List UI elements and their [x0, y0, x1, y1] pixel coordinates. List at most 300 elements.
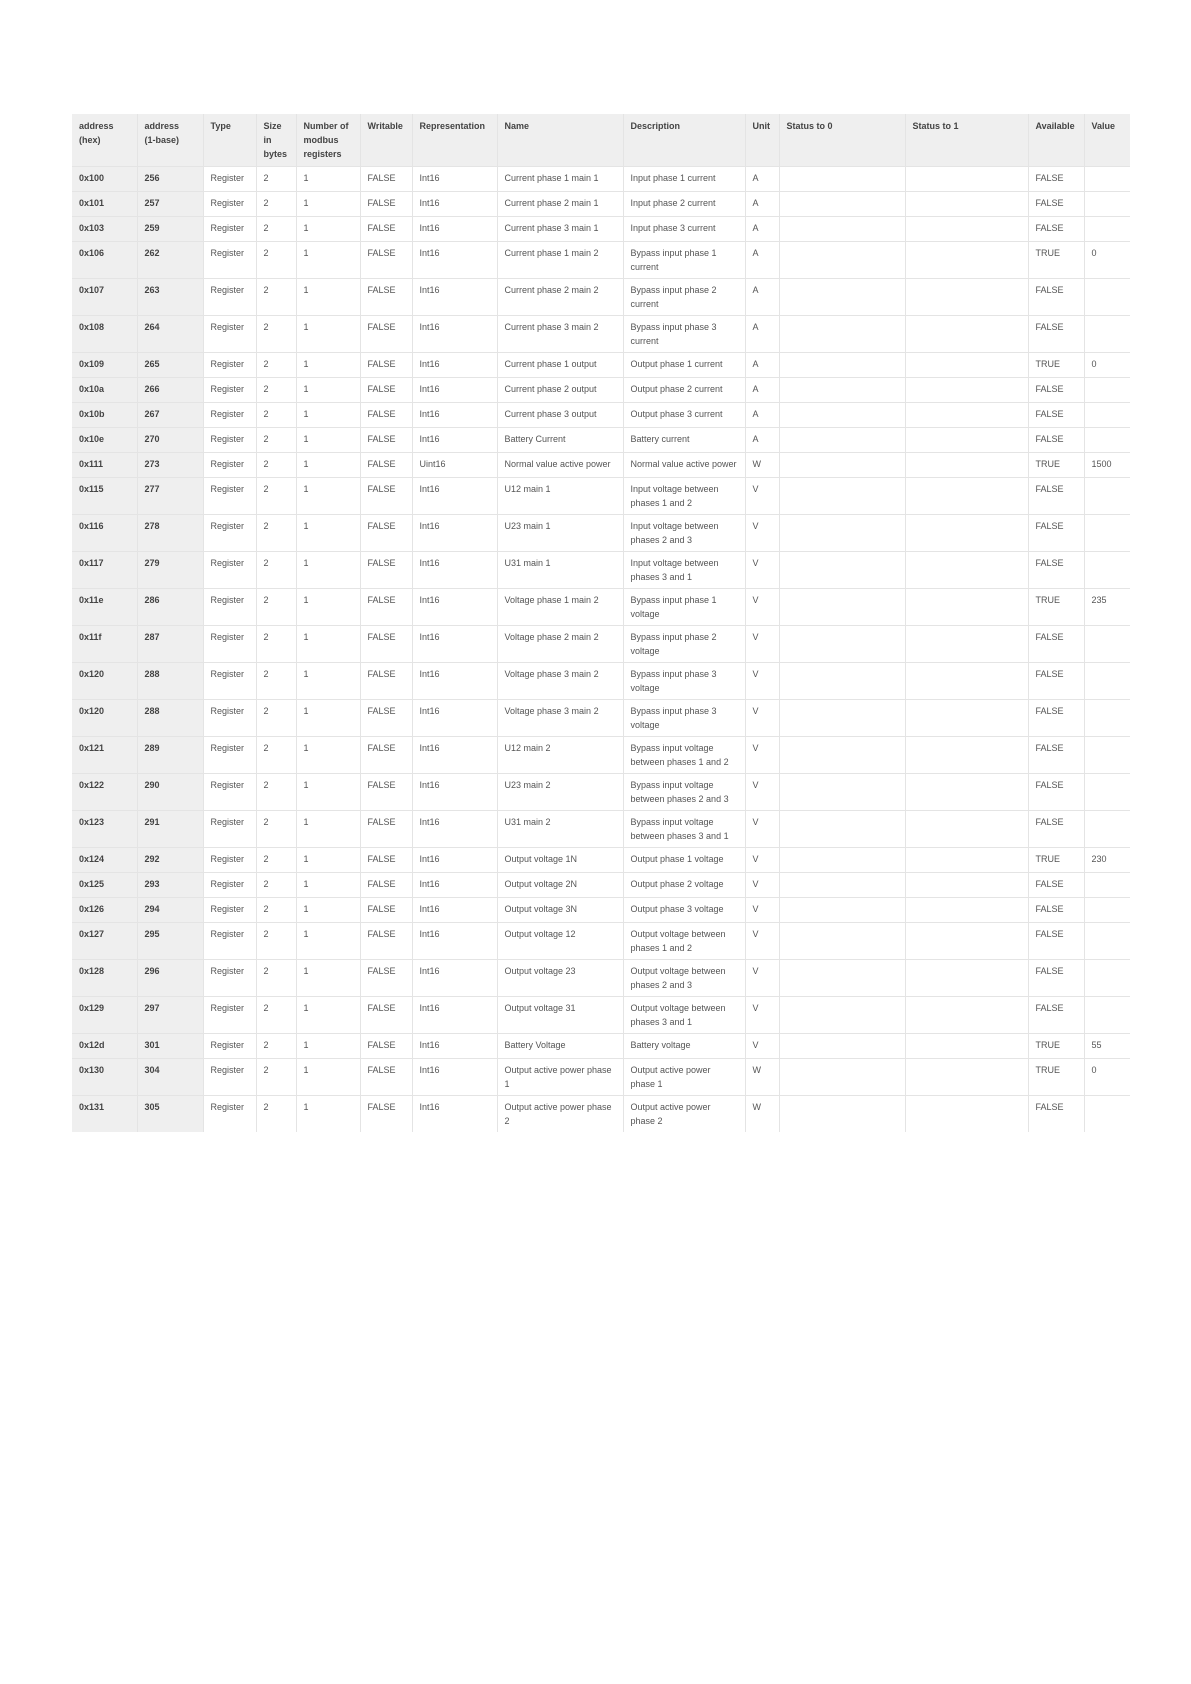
column-header-line: Representation	[419, 121, 486, 131]
table-row	[72, 353, 1130, 378]
cell-unit: V	[745, 873, 779, 898]
cell-size-in-bytes: 2	[256, 589, 296, 626]
cell-writable: FALSE	[360, 478, 412, 515]
cell-value: 0	[1084, 353, 1130, 378]
cell-status-to-1	[905, 515, 1028, 552]
cell-description: Output voltage between phases 2 and 3	[623, 960, 745, 997]
cell-address-hex: 0x124	[72, 848, 137, 873]
column-header-line: Available	[1035, 121, 1075, 131]
cell-representation: Int16	[412, 774, 497, 811]
cell-type: Register	[203, 589, 256, 626]
cell-representation: Int16	[412, 428, 497, 453]
cell-size-in-bytes: 2	[256, 811, 296, 848]
cell-address-hex: 0x128	[72, 960, 137, 997]
column-header-line: (hex)	[79, 135, 101, 145]
cell-writable: FALSE	[360, 515, 412, 552]
cell-unit: V	[745, 898, 779, 923]
column-header-address-1-base	[137, 114, 203, 167]
table-row	[72, 167, 1130, 192]
cell-type: Register	[203, 217, 256, 242]
cell-address-1-base: 288	[137, 663, 203, 700]
cell-number-of-modbus-registers: 1	[296, 167, 360, 192]
cell-size-in-bytes: 2	[256, 663, 296, 700]
cell-description: Bypass input phase 3 voltage	[623, 700, 745, 737]
cell-address-1-base: 277	[137, 478, 203, 515]
cell-address-1-base: 291	[137, 811, 203, 848]
cell-number-of-modbus-registers: 1	[296, 626, 360, 663]
cell-address-1-base: 301	[137, 1034, 203, 1059]
cell-writable: FALSE	[360, 898, 412, 923]
cell-address-hex: 0x11f	[72, 626, 137, 663]
table-row	[72, 1096, 1130, 1133]
cell-available: FALSE	[1028, 552, 1084, 589]
cell-name: Output voltage 3N	[497, 898, 623, 923]
cell-type: Register	[203, 898, 256, 923]
cell-description: Input voltage between phases 1 and 2	[623, 478, 745, 515]
cell-unit: V	[745, 811, 779, 848]
cell-status-to-1	[905, 1034, 1028, 1059]
cell-status-to-0	[779, 997, 905, 1034]
cell-status-to-0	[779, 923, 905, 960]
cell-writable: FALSE	[360, 242, 412, 279]
cell-value: 0	[1084, 1059, 1130, 1096]
cell-unit: V	[745, 923, 779, 960]
cell-available: FALSE	[1028, 167, 1084, 192]
cell-address-1-base: 304	[137, 1059, 203, 1096]
cell-writable: FALSE	[360, 589, 412, 626]
cell-available: FALSE	[1028, 811, 1084, 848]
cell-size-in-bytes: 2	[256, 478, 296, 515]
cell-address-1-base: 266	[137, 378, 203, 403]
cell-available: FALSE	[1028, 316, 1084, 353]
table-row	[72, 700, 1130, 737]
column-header-line: address	[79, 121, 114, 131]
cell-unit: V	[745, 848, 779, 873]
cell-writable: FALSE	[360, 774, 412, 811]
cell-name: Current phase 1 output	[497, 353, 623, 378]
cell-available: TRUE	[1028, 848, 1084, 873]
column-header-line: address	[144, 121, 180, 131]
cell-name: U23 main 2	[497, 774, 623, 811]
cell-representation: Int16	[412, 960, 497, 997]
cell-available: FALSE	[1028, 960, 1084, 997]
cell-writable: FALSE	[360, 663, 412, 700]
cell-available: FALSE	[1028, 923, 1084, 960]
cell-description: Input phase 2 current	[623, 192, 745, 217]
cell-status-to-1	[905, 378, 1028, 403]
cell-status-to-0	[779, 1059, 905, 1096]
cell-value	[1084, 217, 1130, 242]
cell-description: Output active power phase 2	[623, 1096, 745, 1133]
cell-value	[1084, 663, 1130, 700]
cell-status-to-0	[779, 848, 905, 873]
cell-address-1-base: 289	[137, 737, 203, 774]
cell-address-1-base: 262	[137, 242, 203, 279]
cell-status-to-0	[779, 428, 905, 453]
column-header-name	[497, 114, 623, 167]
cell-type: Register	[203, 663, 256, 700]
cell-status-to-0	[779, 960, 905, 997]
table-row	[72, 873, 1130, 898]
cell-type: Register	[203, 515, 256, 552]
table-row	[72, 279, 1130, 316]
cell-type: Register	[203, 960, 256, 997]
cell-name: Current phase 2 output	[497, 378, 623, 403]
cell-name: Current phase 3 output	[497, 403, 623, 428]
cell-unit: W	[745, 1059, 779, 1096]
cell-writable: FALSE	[360, 1059, 412, 1096]
cell-unit: V	[745, 1034, 779, 1059]
cell-value	[1084, 898, 1130, 923]
cell-size-in-bytes: 2	[256, 217, 296, 242]
cell-writable: FALSE	[360, 167, 412, 192]
cell-size-in-bytes: 2	[256, 1059, 296, 1096]
cell-description: Bypass input phase 3 current	[623, 316, 745, 353]
cell-available: FALSE	[1028, 898, 1084, 923]
column-header-writable	[360, 114, 412, 167]
cell-available: FALSE	[1028, 663, 1084, 700]
cell-address-hex: 0x115	[72, 478, 137, 515]
modbus-register-table	[72, 114, 1130, 1132]
cell-representation: Int16	[412, 1034, 497, 1059]
cell-number-of-modbus-registers: 1	[296, 378, 360, 403]
cell-type: Register	[203, 1034, 256, 1059]
cell-writable: FALSE	[360, 552, 412, 589]
cell-status-to-1	[905, 478, 1028, 515]
column-header-type	[203, 114, 256, 167]
document-page	[72, 114, 1130, 1132]
cell-unit: A	[745, 428, 779, 453]
cell-status-to-1	[905, 453, 1028, 478]
table-row	[72, 378, 1130, 403]
cell-size-in-bytes: 2	[256, 960, 296, 997]
cell-value	[1084, 428, 1130, 453]
cell-address-hex: 0x10e	[72, 428, 137, 453]
cell-available: FALSE	[1028, 1096, 1084, 1133]
cell-representation: Int16	[412, 663, 497, 700]
cell-type: Register	[203, 1059, 256, 1096]
column-header-line: Unit	[752, 121, 770, 131]
cell-number-of-modbus-registers: 1	[296, 811, 360, 848]
cell-name: U23 main 1	[497, 515, 623, 552]
cell-type: Register	[203, 1096, 256, 1133]
cell-address-1-base: 292	[137, 848, 203, 873]
cell-description: Output phase 2 current	[623, 378, 745, 403]
cell-address-hex: 0x117	[72, 552, 137, 589]
cell-writable: FALSE	[360, 378, 412, 403]
cell-size-in-bytes: 2	[256, 428, 296, 453]
cell-unit: A	[745, 403, 779, 428]
cell-address-hex: 0x120	[72, 663, 137, 700]
column-header-line: in	[263, 135, 272, 145]
cell-number-of-modbus-registers: 1	[296, 217, 360, 242]
cell-size-in-bytes: 2	[256, 737, 296, 774]
cell-address-hex: 0x11e	[72, 589, 137, 626]
cell-description: Input phase 1 current	[623, 167, 745, 192]
table-row	[72, 923, 1130, 960]
cell-number-of-modbus-registers: 1	[296, 700, 360, 737]
cell-number-of-modbus-registers: 1	[296, 848, 360, 873]
cell-status-to-0	[779, 552, 905, 589]
cell-representation: Int16	[412, 923, 497, 960]
cell-available: FALSE	[1028, 478, 1084, 515]
table-row	[72, 453, 1130, 478]
cell-description: Input phase 3 current	[623, 217, 745, 242]
cell-description: Bypass input phase 3 voltage	[623, 663, 745, 700]
cell-description: Bypass input phase 1 current	[623, 242, 745, 279]
cell-type: Register	[203, 626, 256, 663]
column-header-size-in-bytes	[256, 114, 296, 167]
cell-number-of-modbus-registers: 1	[296, 1034, 360, 1059]
cell-address-1-base: 295	[137, 923, 203, 960]
cell-value	[1084, 279, 1130, 316]
cell-address-hex: 0x10a	[72, 378, 137, 403]
cell-value	[1084, 378, 1130, 403]
cell-writable: FALSE	[360, 737, 412, 774]
cell-name: Voltage phase 3 main 2	[497, 663, 623, 700]
cell-name: Output voltage 2N	[497, 873, 623, 898]
cell-name: U31 main 1	[497, 552, 623, 589]
cell-value	[1084, 1096, 1130, 1133]
cell-status-to-1	[905, 353, 1028, 378]
cell-representation: Int16	[412, 873, 497, 898]
cell-name: Voltage phase 3 main 2	[497, 700, 623, 737]
cell-size-in-bytes: 2	[256, 515, 296, 552]
cell-description: Bypass input voltage between phases 2 and 3	[623, 774, 745, 811]
cell-description: Output active power phase 1	[623, 1059, 745, 1096]
cell-writable: FALSE	[360, 811, 412, 848]
cell-value	[1084, 192, 1130, 217]
column-header-line: Type	[210, 121, 231, 131]
cell-status-to-0	[779, 167, 905, 192]
table-header	[72, 114, 1130, 167]
cell-unit: A	[745, 378, 779, 403]
cell-status-to-0	[779, 478, 905, 515]
cell-address-hex: 0x106	[72, 242, 137, 279]
cell-number-of-modbus-registers: 1	[296, 960, 360, 997]
cell-status-to-1	[905, 192, 1028, 217]
cell-status-to-0	[779, 242, 905, 279]
cell-writable: FALSE	[360, 700, 412, 737]
cell-address-hex: 0x129	[72, 997, 137, 1034]
cell-size-in-bytes: 2	[256, 242, 296, 279]
cell-status-to-0	[779, 316, 905, 353]
cell-type: Register	[203, 279, 256, 316]
column-header-line: bytes	[263, 149, 288, 159]
cell-description: Output voltage between phases 1 and 2	[623, 923, 745, 960]
cell-number-of-modbus-registers: 1	[296, 898, 360, 923]
cell-address-1-base: 297	[137, 997, 203, 1034]
cell-description: Output phase 1 current	[623, 353, 745, 378]
column-header-line: Number of	[303, 121, 349, 131]
cell-size-in-bytes: 2	[256, 167, 296, 192]
cell-description: Normal value active power	[623, 453, 745, 478]
cell-name: Voltage phase 2 main 2	[497, 626, 623, 663]
cell-type: Register	[203, 774, 256, 811]
table-row	[72, 428, 1130, 453]
cell-value: 1500	[1084, 453, 1130, 478]
cell-size-in-bytes: 2	[256, 1034, 296, 1059]
cell-status-to-1	[905, 774, 1028, 811]
cell-representation: Int16	[412, 353, 497, 378]
cell-number-of-modbus-registers: 1	[296, 997, 360, 1034]
cell-unit: V	[745, 774, 779, 811]
cell-name: Battery Current	[497, 428, 623, 453]
cell-name: Battery Voltage	[497, 1034, 623, 1059]
table-row	[72, 515, 1130, 552]
cell-unit: V	[745, 997, 779, 1034]
table-row	[72, 737, 1130, 774]
cell-size-in-bytes: 2	[256, 873, 296, 898]
cell-status-to-0	[779, 353, 905, 378]
table-row	[72, 242, 1130, 279]
cell-available: TRUE	[1028, 353, 1084, 378]
cell-value	[1084, 167, 1130, 192]
cell-representation: Int16	[412, 552, 497, 589]
cell-name: Output voltage 23	[497, 960, 623, 997]
cell-address-1-base: 256	[137, 167, 203, 192]
cell-description: Battery voltage	[623, 1034, 745, 1059]
cell-status-to-1	[905, 737, 1028, 774]
cell-size-in-bytes: 2	[256, 192, 296, 217]
cell-writable: FALSE	[360, 316, 412, 353]
cell-address-hex: 0x12d	[72, 1034, 137, 1059]
cell-address-hex: 0x127	[72, 923, 137, 960]
cell-writable: FALSE	[360, 217, 412, 242]
cell-available: FALSE	[1028, 279, 1084, 316]
cell-number-of-modbus-registers: 1	[296, 353, 360, 378]
cell-type: Register	[203, 997, 256, 1034]
cell-number-of-modbus-registers: 1	[296, 774, 360, 811]
cell-description: Input voltage between phases 2 and 3	[623, 515, 745, 552]
cell-name: Current phase 3 main 2	[497, 316, 623, 353]
cell-address-1-base: 290	[137, 774, 203, 811]
cell-size-in-bytes: 2	[256, 774, 296, 811]
cell-number-of-modbus-registers: 1	[296, 478, 360, 515]
column-header-status-to-1	[905, 114, 1028, 167]
cell-unit: V	[745, 515, 779, 552]
cell-writable: FALSE	[360, 923, 412, 960]
cell-size-in-bytes: 2	[256, 552, 296, 589]
column-header-description	[623, 114, 745, 167]
cell-name: Current phase 2 main 1	[497, 192, 623, 217]
cell-address-1-base: 287	[137, 626, 203, 663]
cell-description: Bypass input phase 1 voltage	[623, 589, 745, 626]
cell-status-to-1	[905, 700, 1028, 737]
column-header-line: Value	[1091, 121, 1116, 131]
cell-address-1-base: 273	[137, 453, 203, 478]
column-header-representation	[412, 114, 497, 167]
cell-type: Register	[203, 848, 256, 873]
cell-unit: A	[745, 192, 779, 217]
cell-status-to-1	[905, 1059, 1028, 1096]
table-row	[72, 478, 1130, 515]
cell-address-hex: 0x108	[72, 316, 137, 353]
cell-status-to-0	[779, 589, 905, 626]
column-header-status-to-0	[779, 114, 905, 167]
cell-name: Current phase 1 main 2	[497, 242, 623, 279]
cell-status-to-0	[779, 626, 905, 663]
cell-address-1-base: 259	[137, 217, 203, 242]
cell-representation: Int16	[412, 811, 497, 848]
table-row	[72, 403, 1130, 428]
table-row	[72, 1059, 1130, 1096]
cell-status-to-0	[779, 279, 905, 316]
cell-number-of-modbus-registers: 1	[296, 589, 360, 626]
cell-value	[1084, 960, 1130, 997]
cell-writable: FALSE	[360, 873, 412, 898]
table-row	[72, 960, 1130, 997]
cell-type: Register	[203, 353, 256, 378]
cell-address-1-base: 257	[137, 192, 203, 217]
cell-writable: FALSE	[360, 403, 412, 428]
cell-number-of-modbus-registers: 1	[296, 1096, 360, 1133]
cell-type: Register	[203, 242, 256, 279]
column-header-line: Name	[504, 121, 530, 131]
cell-unit: W	[745, 453, 779, 478]
cell-name: U12 main 1	[497, 478, 623, 515]
cell-value: 0	[1084, 242, 1130, 279]
cell-representation: Int16	[412, 279, 497, 316]
cell-address-hex: 0x126	[72, 898, 137, 923]
table-row	[72, 774, 1130, 811]
cell-type: Register	[203, 737, 256, 774]
table-row	[72, 217, 1130, 242]
cell-name: Output active power phase 2	[497, 1096, 623, 1133]
cell-name: U31 main 2	[497, 811, 623, 848]
cell-name: Current phase 3 main 1	[497, 217, 623, 242]
cell-unit: A	[745, 217, 779, 242]
cell-number-of-modbus-registers: 1	[296, 515, 360, 552]
cell-unit: A	[745, 279, 779, 316]
column-header-number-of-modbus-registers	[296, 114, 360, 167]
cell-status-to-1	[905, 873, 1028, 898]
cell-value	[1084, 997, 1130, 1034]
cell-number-of-modbus-registers: 1	[296, 453, 360, 478]
cell-description: Output phase 3 voltage	[623, 898, 745, 923]
cell-description: Bypass input phase 2 voltage	[623, 626, 745, 663]
cell-number-of-modbus-registers: 1	[296, 242, 360, 279]
cell-representation: Int16	[412, 515, 497, 552]
cell-available: FALSE	[1028, 403, 1084, 428]
cell-available: FALSE	[1028, 515, 1084, 552]
cell-status-to-0	[779, 378, 905, 403]
cell-available: FALSE	[1028, 737, 1084, 774]
column-header-line: modbus	[303, 135, 339, 145]
cell-type: Register	[203, 453, 256, 478]
cell-available: TRUE	[1028, 1059, 1084, 1096]
cell-address-hex: 0x131	[72, 1096, 137, 1133]
cell-address-1-base: 264	[137, 316, 203, 353]
cell-writable: FALSE	[360, 428, 412, 453]
cell-address-1-base: 294	[137, 898, 203, 923]
cell-available: TRUE	[1028, 1034, 1084, 1059]
cell-status-to-1	[905, 279, 1028, 316]
cell-unit: W	[745, 1096, 779, 1133]
cell-status-to-1	[905, 167, 1028, 192]
cell-size-in-bytes: 2	[256, 403, 296, 428]
cell-size-in-bytes: 2	[256, 316, 296, 353]
cell-status-to-1	[905, 1096, 1028, 1133]
cell-address-hex: 0x125	[72, 873, 137, 898]
cell-type: Register	[203, 428, 256, 453]
cell-representation: Int16	[412, 316, 497, 353]
cell-address-hex: 0x122	[72, 774, 137, 811]
table-row	[72, 848, 1130, 873]
cell-value	[1084, 923, 1130, 960]
cell-writable: FALSE	[360, 353, 412, 378]
cell-unit: V	[745, 552, 779, 589]
